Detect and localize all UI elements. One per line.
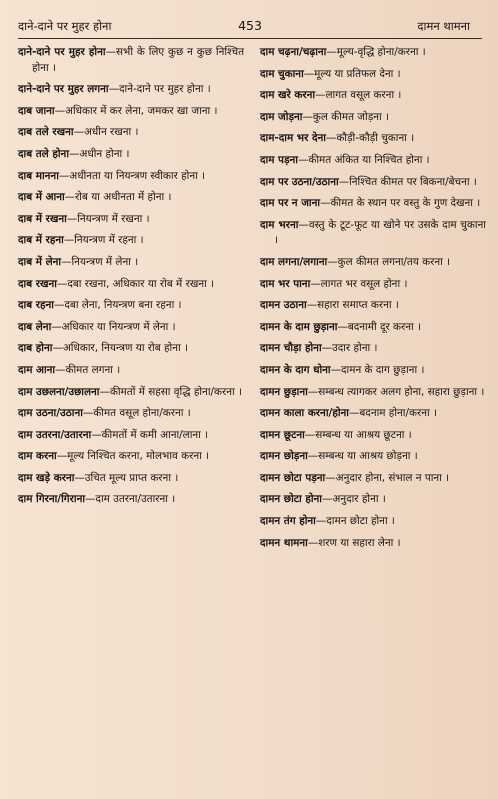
entry-definition: —अधीन होना । bbox=[69, 147, 130, 160]
entry-headword: दामन छुड़ाना bbox=[260, 385, 308, 398]
entry-definition: —दाने-दाने पर मुहर होना । bbox=[108, 83, 211, 96]
entry-headword: दाब जाना bbox=[18, 104, 55, 117]
left-column bbox=[18, 45, 254, 557]
entry-headword: दाब में लेना bbox=[18, 255, 62, 268]
dictionary-entry bbox=[18, 233, 244, 249]
entry-headword: दाम करना bbox=[18, 450, 57, 463]
entry-headword: दाम चढ़ना/चढ़ाना bbox=[260, 46, 327, 58]
entry-definition: —शरण या सहारा लेना । bbox=[307, 536, 401, 549]
entry-headword: दामन के दाग धोना bbox=[260, 363, 331, 376]
entry-definition: —दबा लेना, नियन्त्रण बना रहना । bbox=[53, 299, 182, 312]
entry-headword: दाने-दाने पर मुहर लगना bbox=[18, 83, 109, 96]
entry-definition: —लागत भर वसूल होना । bbox=[310, 277, 408, 290]
entry-definition: —मूल्य या प्रतिफल देना । bbox=[303, 67, 401, 80]
entry-headword: दामन छोड़ना bbox=[260, 450, 308, 463]
page-number: 453 bbox=[238, 18, 262, 33]
entry-definition: —कीमतों में सहसा वृद्धि होना/करना । bbox=[99, 385, 242, 398]
entry-headword: दाब तले रखना bbox=[18, 126, 74, 139]
dictionary-entry bbox=[260, 110, 486, 126]
dictionary-entry bbox=[260, 385, 486, 401]
entry-headword: दाम लगना/लगाना bbox=[260, 255, 328, 268]
entry-headword: दाम पड़ना bbox=[260, 153, 298, 166]
entry-columns bbox=[18, 45, 486, 557]
dictionary-entry bbox=[260, 196, 486, 212]
entry-headword: दामन थामना bbox=[260, 536, 308, 549]
entry-headword: दाम भरना bbox=[260, 218, 299, 231]
entry-definition: —लागत वसूल करना । bbox=[315, 89, 402, 102]
dictionary-entry bbox=[260, 363, 486, 379]
entry-definition: —दाम उतरना/उतारना । bbox=[85, 493, 176, 506]
dictionary-entry bbox=[18, 82, 244, 98]
entry-headword: दाब रहना bbox=[18, 299, 54, 312]
entry-headword: दाम उतरना/उतारना bbox=[18, 428, 92, 441]
entry-definition: —नियन्त्रण में रखना । bbox=[66, 212, 150, 225]
dictionary-entry bbox=[260, 449, 486, 465]
entry-headword: दाब में रहना bbox=[18, 234, 64, 247]
entry-definition: —सभी के लिए कुछ न कुछ निश्चित होना । bbox=[32, 46, 244, 74]
dictionary-entry bbox=[18, 341, 244, 357]
entry-headword: दामन छोटा होना bbox=[260, 493, 322, 506]
entry-headword: दामन उठाना bbox=[260, 299, 307, 312]
dictionary-entry bbox=[260, 320, 486, 336]
dictionary-entry bbox=[260, 406, 486, 422]
dictionary-entry bbox=[18, 147, 244, 163]
dictionary-entry bbox=[260, 277, 486, 293]
entry-headword: दाम पर उठना/उठाना bbox=[260, 175, 339, 188]
entry-definition: —कीमत वसूल होना/करना । bbox=[82, 407, 191, 420]
dictionary-entry bbox=[260, 492, 486, 508]
header-first-entry: दाने-दाने पर मुहर होना bbox=[18, 19, 112, 33]
dictionary-entry bbox=[260, 471, 486, 487]
entry-definition: —नियन्त्रण में रहना । bbox=[63, 234, 144, 247]
entry-headword: दाब होना bbox=[18, 342, 53, 355]
entry-definition: —रोब या अधीनता में होना । bbox=[64, 191, 172, 204]
entry-headword: दाम भर पाना bbox=[260, 277, 311, 290]
dictionary-entry bbox=[18, 363, 244, 379]
entry-definition: —अधिकार या नियन्त्रण में लेना । bbox=[51, 320, 176, 333]
dictionary-entry bbox=[18, 320, 244, 336]
dictionary-entry bbox=[260, 218, 486, 249]
entry-headword: दाम आना bbox=[18, 363, 56, 376]
entry-definition: —सम्बन्ध या आश्रय छोड़ना । bbox=[307, 450, 418, 463]
dictionary-entry bbox=[260, 131, 486, 147]
entry-headword: दाम खरे करना bbox=[260, 89, 316, 102]
entry-headword: दामन काला करना/होना bbox=[260, 407, 349, 420]
dictionary-entry bbox=[18, 255, 244, 271]
dictionary-entry bbox=[18, 212, 244, 228]
entry-headword: दाने-दाने पर मुहर होना bbox=[18, 46, 106, 58]
entry-definition: —उचित मूल्य प्राप्त करना । bbox=[74, 471, 179, 484]
entry-definition: —कीमत के स्थान पर वस्तु के गुण देखना । bbox=[320, 197, 481, 210]
entry-headword: दामन के दाम छुड़ाना bbox=[260, 320, 338, 333]
entry-definition: —अधिकार, नियन्त्रण या रोब होना । bbox=[52, 342, 188, 355]
dictionary-entry bbox=[18, 277, 244, 293]
entry-definition: —अधीन रखना । bbox=[73, 126, 139, 139]
right-column bbox=[254, 45, 486, 557]
entry-headword: दामन चौड़ा होना bbox=[260, 342, 322, 355]
entry-definition: —अनुदार होना, संभाल न पाना । bbox=[325, 471, 450, 484]
entry-headword: दाम उठना/उठाना bbox=[18, 407, 83, 420]
entry-definition: —कीमतों में कमी आना/लाना । bbox=[91, 428, 209, 441]
entry-headword: दामन छूटना bbox=[260, 428, 305, 441]
dictionary-entry bbox=[260, 298, 486, 314]
header-last-entry: दामन थामना bbox=[417, 19, 470, 33]
entry-headword: दामन तंग होना bbox=[260, 515, 316, 528]
entry-headword: दाम उछलना/उछालना bbox=[18, 385, 100, 398]
dictionary-entry bbox=[260, 428, 486, 444]
entry-definition: —उदार होना । bbox=[321, 342, 378, 355]
entry-definition: —दबा रखना, अधिकार या रोब में रखना । bbox=[56, 277, 215, 290]
entry-definition: —सम्बन्ध या आश्रय छूटना । bbox=[304, 428, 412, 441]
entry-headword: दाम चुकाना bbox=[260, 67, 304, 80]
entry-definition: —अधिकार में कर लेना, जमकर खा जाना । bbox=[54, 104, 218, 117]
entry-definition: —नियन्त्रण में लेना । bbox=[61, 255, 139, 268]
dictionary-entry bbox=[18, 406, 244, 422]
dictionary-entry bbox=[18, 471, 244, 487]
entry-definition: —अधीनता या नियन्त्रण स्वीकार होना । bbox=[58, 169, 206, 182]
entry-definition: —कुल कीमत जोड़ना । bbox=[302, 110, 389, 123]
running-head bbox=[18, 14, 482, 39]
dictionary-entry bbox=[18, 385, 244, 401]
entry-headword: दाब में आना bbox=[18, 191, 65, 204]
dictionary-entry bbox=[18, 45, 244, 76]
entry-definition: —दामन के दाग छुड़ाना । bbox=[330, 363, 425, 376]
entry-definition: —मूल्य निश्चित करना, मोलभाव करना । bbox=[56, 450, 210, 463]
dictionary-entry bbox=[18, 298, 244, 314]
entry-definition: —बदनामी दूर करना । bbox=[337, 320, 421, 333]
entry-headword: दामन छोटा पड़ना bbox=[260, 471, 326, 484]
entry-headword: दाब रखना bbox=[18, 277, 57, 290]
dictionary-entry bbox=[260, 67, 486, 83]
entry-headword: दाम जोड़ना bbox=[260, 110, 303, 123]
entry-definition: —कुल कीमत लगना/तय करना । bbox=[327, 255, 451, 268]
dictionary-entry bbox=[260, 153, 486, 169]
dictionary-entry bbox=[18, 125, 244, 141]
dictionary-entry bbox=[260, 175, 486, 191]
entry-definition: —वस्तु के टूट-फूट या खोने पर उसके दाम चुकाना । bbox=[274, 218, 486, 247]
dictionary-entry bbox=[260, 255, 486, 271]
dictionary-entry bbox=[260, 341, 486, 357]
entry-headword: दाम गिरना/गिराना bbox=[18, 493, 86, 506]
entry-definition: —मूल्य-वृद्धि होना/करना । bbox=[326, 46, 426, 58]
entry-definition: —बदनाम होना/करना । bbox=[348, 407, 437, 420]
entry-headword: दाब मानना bbox=[18, 169, 59, 182]
entry-headword: दाम-दाम भर देना bbox=[260, 132, 326, 145]
entry-definition: —कौड़ी-कौड़ी चुकाना । bbox=[325, 132, 415, 145]
dictionary-entry bbox=[18, 104, 244, 120]
entry-definition: —दामन छोटा होना । bbox=[315, 515, 395, 528]
entry-headword: दाम खड़े करना bbox=[18, 471, 75, 484]
entry-definition: —सहारा समाप्त करना । bbox=[306, 299, 399, 312]
dictionary-entry bbox=[260, 536, 486, 552]
dictionary-entry bbox=[260, 514, 486, 530]
dictionary-entry bbox=[18, 492, 244, 508]
entry-definition: —निश्चित कीमत पर बिकना/बेचना । bbox=[338, 175, 477, 188]
entry-headword: दाब लेना bbox=[18, 320, 52, 333]
entry-definition: —कीमत लगना । bbox=[55, 363, 121, 376]
dictionary-entry bbox=[260, 88, 486, 104]
dictionary-entry bbox=[18, 169, 244, 185]
dictionary-entry bbox=[18, 449, 244, 465]
entry-definition: —सम्बन्ध त्यागकर अलग होना, सहारा छुड़ाना । bbox=[307, 385, 485, 398]
dictionary-entry bbox=[18, 428, 244, 444]
dictionary-entry bbox=[260, 45, 486, 61]
entry-definition: —कीमत अंकित या निश्चित होना । bbox=[297, 153, 430, 166]
entry-headword: दाम पर न जाना bbox=[260, 197, 321, 210]
dictionary-entry bbox=[18, 190, 244, 206]
entry-definition: —अनुदार होना । bbox=[322, 493, 386, 506]
entry-headword: दाब में रखना bbox=[18, 212, 67, 225]
entry-headword: दाब तले होना bbox=[18, 147, 70, 160]
